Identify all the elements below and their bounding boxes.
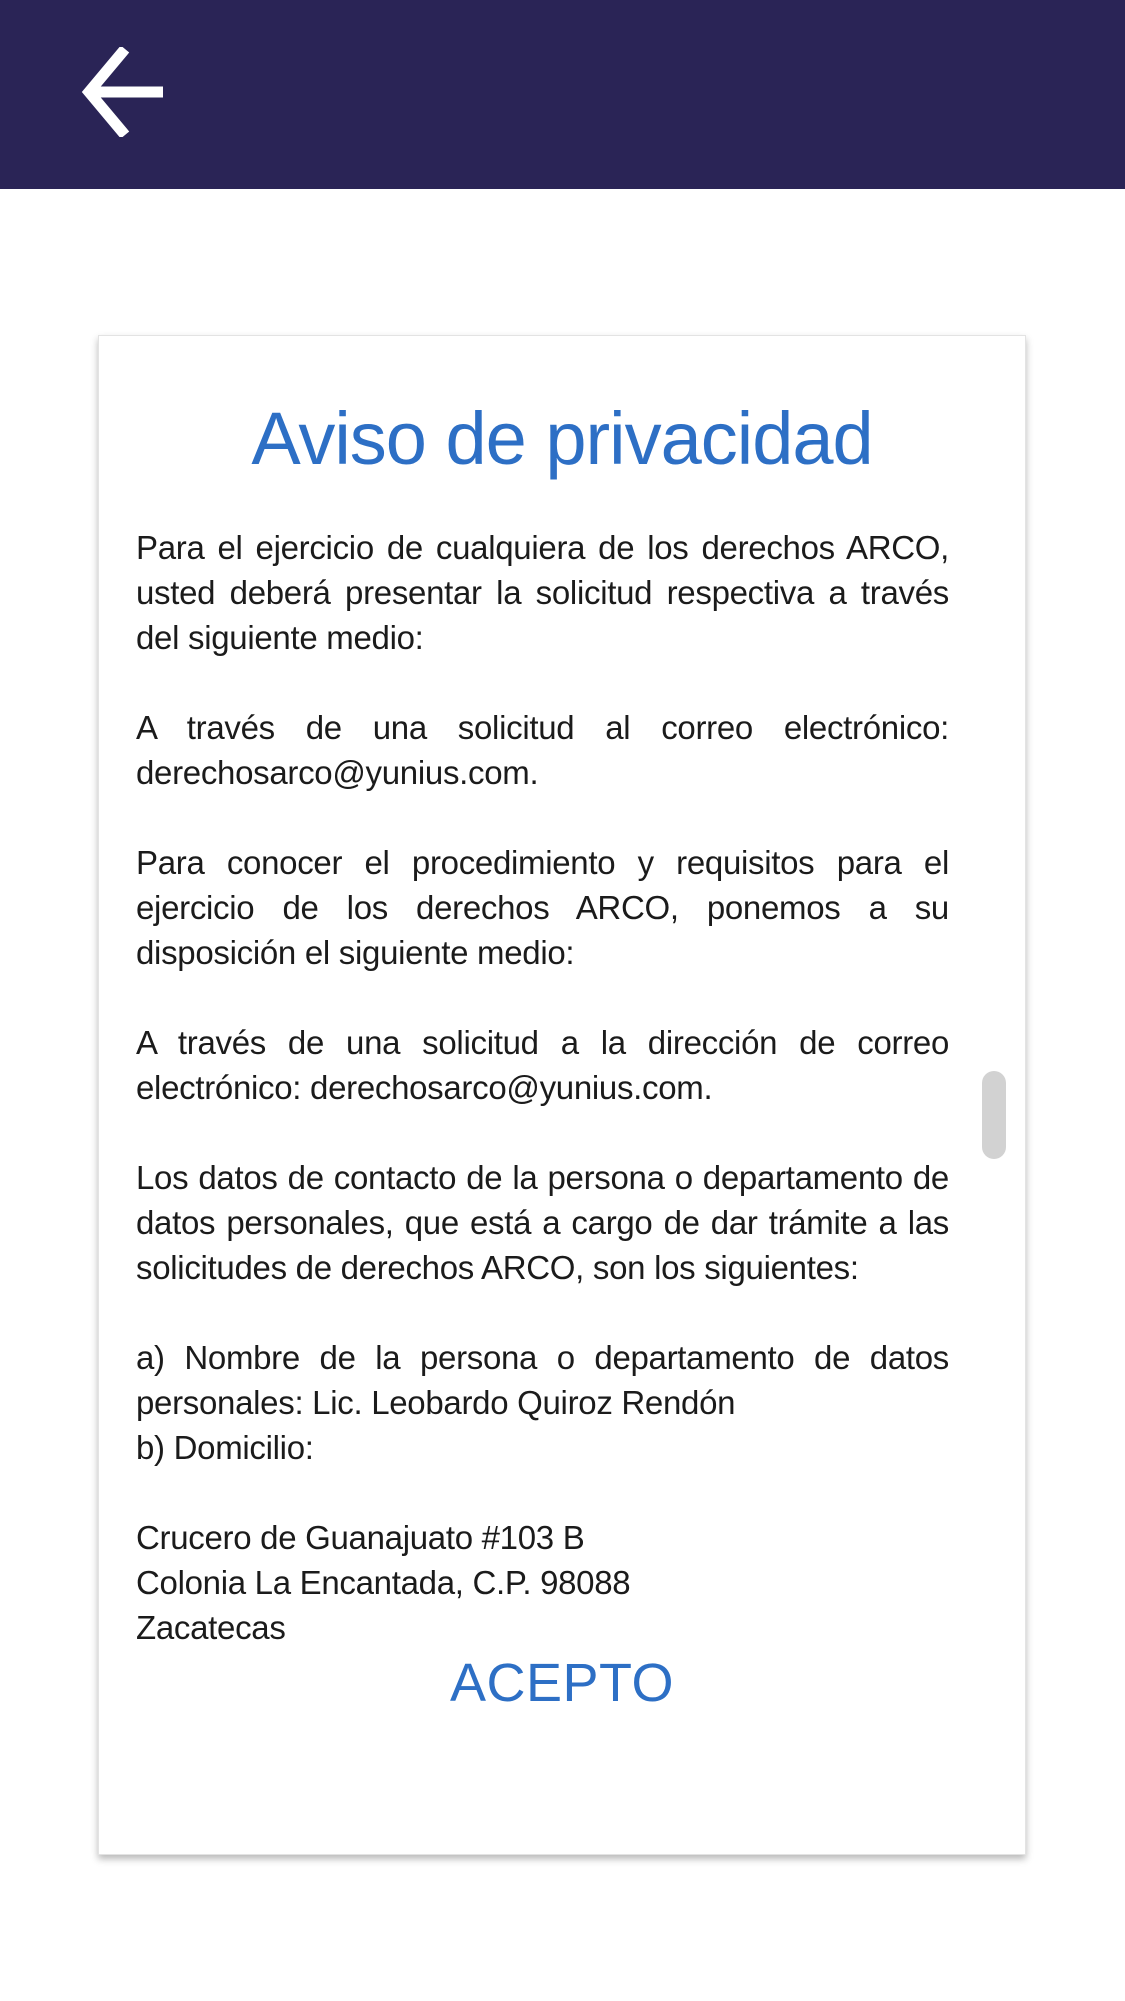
paragraph: Crucero de Guanajuato #103 B Colonia La Encantada, C.P. 98088 Zacatecas	[136, 1519, 631, 1646]
paragraph: Para el ejercicio de cualquiera de los derechos ARCO, usted deberá presentar la solicitud respectiva a través del siguiente medio:	[136, 529, 949, 656]
paragraph: Para conocer el procedimiento y requisitos para el ejercicio de los derechos ARCO, ponemos a su disposición el siguiente medio:	[136, 844, 949, 971]
paragraph: A través de una solicitud a la dirección de correo electrónico: derechosarco@yunius.com.	[136, 1024, 949, 1106]
paragraph: Los datos de contacto de la persona o departamento de datos personales, que está a cargo de dar trámite a las solicitudes de derechos ARCO, son los siguientes:	[136, 1159, 949, 1286]
app-bar	[0, 0, 1125, 189]
paragraph: a) Nombre de la persona o departamento de datos personales: Lic. Leobardo Quiroz Rendón b) Domicilio:	[136, 1339, 949, 1466]
paragraph: A través de una solicitud al correo electrónico: derechosarco@yunius.com.	[136, 709, 949, 791]
privacy-text	[99, 525, 1025, 1650]
privacy-card	[98, 335, 1026, 1855]
scrollbar-thumb[interactable]	[982, 1071, 1006, 1159]
back-button[interactable]	[78, 44, 168, 140]
page-title: Aviso de privacidad	[251, 397, 873, 480]
arrow-left-icon	[81, 47, 165, 137]
accept-button[interactable]: ACEPTO	[449, 1653, 675, 1713]
